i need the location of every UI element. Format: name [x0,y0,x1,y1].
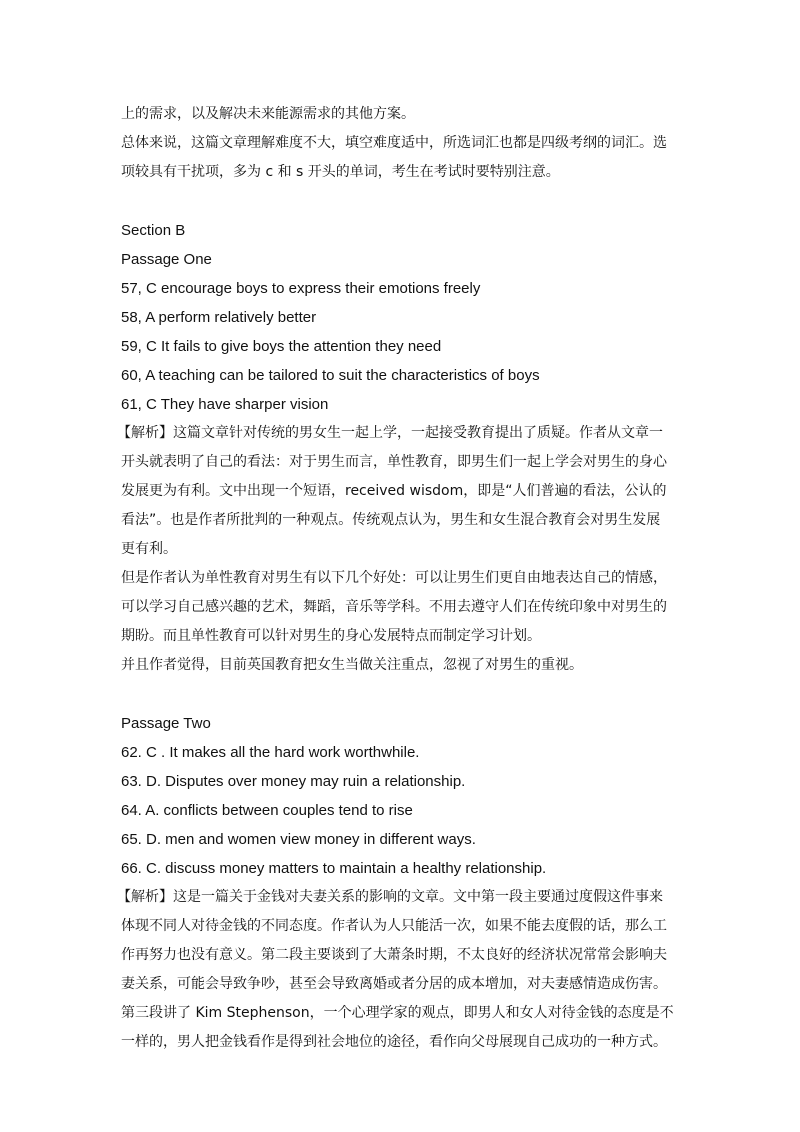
passage-two-answers [121,738,681,883]
answer-item: 62. C . It makes all the hard work worthwhile. [121,744,420,761]
analysis-line: 妻关系，可能会导致争吵，甚至会导致离婚或者分居的成本增加，对夫妻感情造成伤害。 [121,976,667,992]
analysis-line: 期盼。而且单性教育可以针对男生的身心发展特点而制定学习计划。 [121,628,541,644]
passage-one-title: Passage One [121,251,212,268]
passage-two-title: Passage Two [121,715,211,732]
passage-one-answers [121,274,681,419]
answer-item: 58, A perform relatively better [121,309,317,326]
answer-item: 59, C It fails to give boys the attention they need [121,338,442,355]
answer-item: 65. D. men and women view money in different ways. [121,831,476,848]
analysis-line: 但是作者认为单性教育对男生有以下几个好处：可以让男生们更自由地表达自己的情感， [121,570,667,586]
answer-item: 64. A. conflicts between couples tend to rise [121,802,413,819]
passage-two-analysis [117,883,681,1057]
analysis-line: 作再努力也没有意义。第二段主要谈到了大萧条时期，不太良好的经济状况常常会影响夫 [121,947,667,963]
document-page [117,100,681,1057]
section-heading: Section B [121,222,186,239]
analysis-line: 看法”。也是作者所批判的一种观点。传统观点认为，男生和女生混合教育会对男生发展 [121,512,661,528]
answer-item: 57, C encourage boys to express their emotions freely [121,280,481,297]
analysis-line: 一样的，男人把金钱看作是得到社会地位的途径，看作向父母展现自己成功的一种方式。 [121,1034,667,1050]
analysis-line: 【解析】这篇文章针对传统的男女生一起上学，一起接受教育提出了质疑。作者从文章一 [117,425,663,441]
answer-item: 63. D. Disputes over money may ruin a relationship. [121,773,466,790]
answer-item: 66. C. discuss money matters to maintain a healthy relationship. [121,860,547,877]
spacer [121,187,681,216]
analysis-line: 【解析】这是一篇关于金钱对夫妻关系的影响的文章。文中第一段主要通过度假这件事来 [117,889,663,905]
intro-line: 上的需求，以及解决未来能源需求的其他方案。 [121,106,415,122]
intro-paragraph [121,100,681,187]
analysis-line: 可以学习自己感兴趣的艺术，舞蹈，音乐等学科。不用去遵守人们在传统印象中对男生的 [121,599,667,615]
passage-one-analysis [117,419,681,680]
intro-line: 项较具有干扰项，多为 c 和 s 开头的单词，考生在考试时要特别注意。 [121,164,560,180]
spacer [121,680,681,709]
analysis-line: 开头就表明了自己的看法：对于男生而言，单性教育，即男生们一起上学会对男生的身心 [121,454,667,470]
analysis-line: 第三段讲了 Kim Stephenson，一个心理学家的观点，即男人和女人对待金钱的态度是不 [121,1005,674,1021]
analysis-line: 体现不同人对待金钱的不同态度。作者认为人只能活一次，如果不能去度假的话，那么工 [121,918,667,934]
analysis-line: 发展更为有利。文中出现一个短语，received wisdom，即是“人们普遍的看法，公认的 [121,483,667,499]
intro-line: 总体来说，这篇文章理解难度不大，填空难度适中，所选词汇也都是四级考纲的词汇。选 [121,135,667,151]
analysis-line: 并且作者觉得，目前英国教育把女生当做关注重点，忽视了对男生的重视。 [121,657,583,673]
answer-item: 60, A teaching can be tailored to suit the characteristics of boys [121,367,540,384]
answer-item: 61, C They have sharper vision [121,396,329,413]
analysis-line: 更有利。 [121,541,177,557]
